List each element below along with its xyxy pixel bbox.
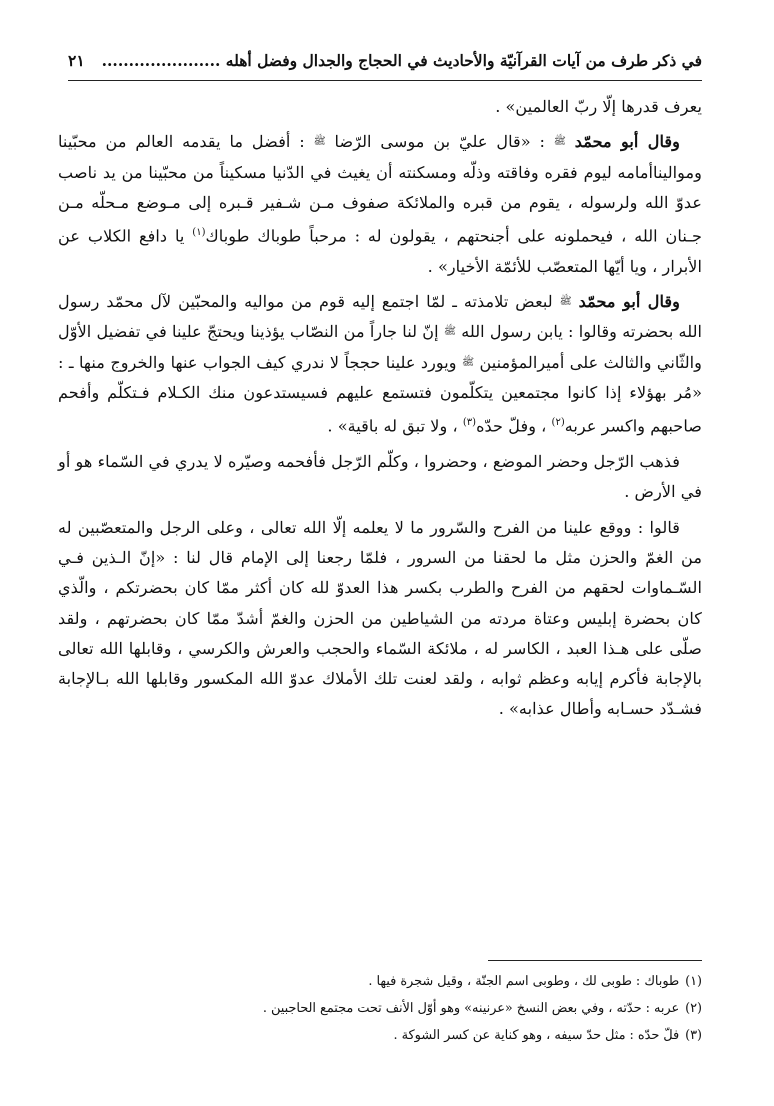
paragraph-2-text-b: إنّ لنا جاراً من النصّاب يؤذينا ويحتجّ علينا في تفضيل الأوّل والثّاني والثالث على أميرالمؤمنين — [58, 322, 702, 372]
salutation-glyph: ﷺ — [553, 136, 566, 148]
paragraph-1-text-c: يا دافع الكلاب عن الأبرار ، ويا أيّها المتعصّب للأئمّة الأخيار» . — [58, 226, 702, 276]
salutation-glyph: ﷺ — [461, 356, 475, 368]
paragraph-2 — [58, 287, 702, 442]
footnote-marker-1[interactable]: (١) — [192, 227, 206, 239]
footnote-divider — [488, 960, 702, 961]
paragraph-2-text-a: لبعض تلامذته ـ لمّا اجتمع إليه قوم من مواليه والمحبّين لآل محمّد رسول الله بحضرته وقالوا : يابن رسول الله — [58, 292, 702, 342]
paragraph-2-text-e: ، ولا تبق له باقية» . — [327, 416, 458, 436]
page-number: ٢١ — [68, 50, 85, 70]
footnote-3 — [58, 1022, 702, 1049]
paragraph-1-text-b: : أفضل ما يقدمه العالم من محبّينا ومواليناأمامه ليوم فقره وفاقته وذلّه ومسكنته أن يغيث في الدّنيا مسكيناً من محبّينا من يد ناصب عدوّ الله ولرسوله ، يقوم من قبره والملائكة صفوف مـن شـفير قـبره إلى مـوضع مـحلّه مـن جـنان الله ، فيحملونه على أجنحتهم ، يقولون له : مرحباً طوباك طوباك — [58, 132, 702, 246]
salutation-glyph: ﷺ — [559, 296, 572, 308]
footnote-1 — [58, 968, 702, 995]
main-text — [58, 92, 702, 730]
running-header — [68, 40, 702, 81]
footnote-number: (١) — [685, 974, 702, 989]
footnote-text: عربه : حدّته ، وفي بعض النسخ «عرنينه» وهو أوّل الأنف تحت مجتمع الحاجبين . — [262, 1001, 680, 1016]
footnote-number: (٢) — [685, 1001, 702, 1016]
salutation-glyph: ﷺ — [443, 326, 456, 338]
footnote-number: (٣) — [685, 1028, 702, 1043]
footnote-marker-2[interactable]: (٢) — [551, 417, 565, 429]
salutation-glyph: ﷺ — [313, 136, 326, 148]
paragraph-4: قالوا : ووقع علينا من الفرح والسّرور ما لا يعلمه إلّا الله تعالى ، وعلى الرجل والمتعصّبين له من الغمّ والحزن مثل ما لحقنا من السرور ، فلمّا رجعنا إلى الإمام قال لنا : «إنّ الـذين فـي السّـماوات لحقهم من الفرح والطرب بكسر هذا العدوّ لله كان أكثر ممّا كان بحضرتكم ، والّذي كان بحضرة إبليس وعتاة مردته من الشياطين من الحزن والغمّ أشدّ ممّا كان بحضرتهم ، ولقد صلّى على هـذا العبد ، الكاسر له ، ملائكة السّماء والحجب والعرش والكرسي ، وقابلها الله تعالى بالإجابة فأكرم إيابه وعظم ثوابه ، ولقد لعنت تلك الأملاك عدوّ الله المكسور وقابلها الله بـالإجابة فشـدّد حسـابه وأطال عذابه» . — [58, 517, 702, 719]
paragraph-1 — [58, 127, 702, 282]
paragraph-3: فذهب الرّجل وحضر الموضع ، وحضروا ، وكلّم الرّجل فأفحمه وصيّره لا يدري في السّماء هو أو في الأرض . — [58, 452, 702, 502]
footnote-text: طوباك : طوبى لك ، وطوبى اسم الجنّة ، وقيل شجرة فيها . — [368, 974, 680, 989]
footnote-marker-3[interactable]: (٣) — [462, 417, 477, 429]
footnotes — [58, 968, 702, 1049]
running-title: في ذكر طرف من آيات القرآنيّة والأحاديث في الحجاج والجدال وفضل أهله ...................... — [101, 50, 702, 70]
paragraph-0: يعرف قدرها إلّا ربّ العالمين» . — [495, 97, 702, 116]
paragraph-1-text-a: : «قال عليّ بن موسى الرّضا — [334, 132, 545, 152]
paragraph-2-text-c: ويورد علينا حججاً لا ندري كيف الجواب عنها والخروج منها ـ : «مُر بهؤلاء إذا كانوا مجتمعين يتكلّمون فتستمع عليهم فسيستدعون منك الكـلام فـتكلّم وأفحم صاحبهم واكسر عربه — [58, 352, 702, 436]
speaker-name: وقال أبو محمّد — [574, 132, 680, 152]
footnote-text: فلّ حدّه : مثل حدّ سيفه ، وهو كناية عن كسر الشوكة . — [393, 1028, 680, 1043]
paragraph-2-text-d: ، وفلّ حدّه — [476, 416, 547, 436]
footnote-2 — [58, 995, 702, 1022]
speaker-name: وقال أبو محمّد — [578, 292, 680, 312]
